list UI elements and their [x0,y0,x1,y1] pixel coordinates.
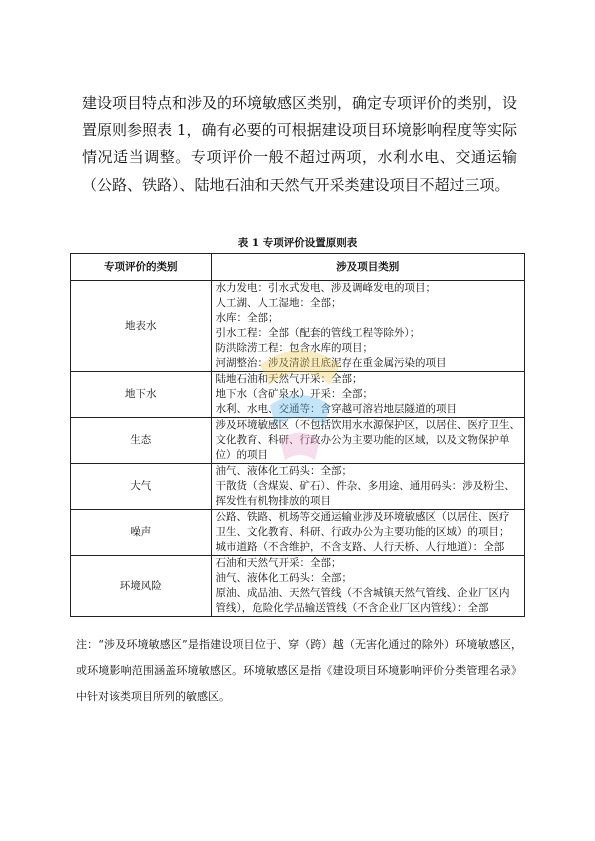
table-row [71,464,525,510]
row-item-line: 公路、铁路、机场等交通运输业涉及环境敏感区（以居住、医疗 [215,511,510,523]
row-item-line: 文化教育、科研、行政办公为主要功能的区域，以及文物保护单 [215,434,510,446]
row-item-line: 原油、成品油、天然气管线（不含城镇天然气管线、企业厂区内 [215,587,510,599]
row-items [211,464,525,510]
intro-paragraph: 建设项目特点和涉及的环境敏感区类别，确定专项评价的类别，设置原则参照表 1，确有必要的可根据建设项目环境影响程度等实际情况适当调整。专项评价一般不超过两项，水利水电、交通运输（公路、铁路）、陆地石油和天然气开采类建设项目不超过三项。 [82,94,518,194]
row-item-line: 卫生、文化教育、科研、行政办公为主要功能的区域）的项目； [215,526,510,538]
principles-table [70,253,525,617]
row-category: 环境风险 [71,556,212,617]
row-item-line: 水力发电：引水式发电、涉及调峰发电的项目； [215,282,436,294]
table-body [71,281,525,617]
row-item-line: 挥发性有机物排放的项目 [215,495,331,507]
row-item-line: 人工湖、人工湿地：全部； [215,297,342,309]
row-items [211,281,525,372]
row-category: 地下水 [71,372,212,418]
table-row [71,510,525,556]
table-caption: 表 1 专项评价设置原则表 [237,237,358,249]
header-category: 专项评价的类别 [71,254,212,281]
row-items [211,556,525,617]
row-category: 生态 [71,418,212,464]
row-item-line: 油气、液体化工码头：全部； [215,465,352,477]
row-category: 地表水 [71,281,212,372]
row-item-line: 干散货（含煤炭、矿石）、件杂、多用途、通用码头：涉及粉尘、 [215,480,515,492]
table-row [71,281,525,372]
row-item-line: 油气、液体化工码头：全部； [215,572,352,584]
row-item-line: 石油和天然气开采：全部； [215,557,342,569]
row-item-line: 管线），危险化学品输送管线（不含企业厂区内管线）：全部 [215,602,489,614]
row-item-line: 引水工程：全部（配套的管线工程等除外）； [215,327,421,339]
row-item-line: 水库：全部； [215,312,279,324]
row-item-line: 水利、水电、交通等：含穿越可溶岩地层隧道的项目 [215,403,457,415]
row-item-line: 城市道路（不含维护，不含支路、人行天桥、人行地道）：全部 [215,541,505,553]
row-item-line: 涉及环境敏感区（不包括饮用水水源保护区，以居住、医疗卫生、 [215,419,520,431]
row-items [211,372,525,418]
row-items [211,418,525,464]
table-row [71,418,525,464]
table-note: 注：“涉及环境敏感区”是指建设项目位于、穿（跨）越（无害化通过的除外）环境敏感区，或环境影响范围涵盖环境敏感区。环境敏感区是指《建设项目环境影响评价分类管理名录》中针对该类项目所列的敏感区。 [76,638,522,703]
row-items [211,510,525,556]
row-item-line: 河湖整治：涉及清淤且底泥存在重金属污染的项目 [215,357,447,369]
table-row [71,372,525,418]
row-category: 大气 [71,464,212,510]
table-row [71,556,525,617]
table-header-row [71,254,525,281]
row-item-line: 位）的项目 [215,449,268,461]
row-item-line: 防洪除涝工程：包含水库的项目； [215,342,373,354]
header-items: 涉及项目类别 [211,254,525,281]
row-item-line: 陆地石油和天然气开采：全部； [215,373,363,385]
row-item-line: 地下水（含矿泉水）开采：全部； [215,388,373,400]
row-category: 噪声 [71,510,212,556]
